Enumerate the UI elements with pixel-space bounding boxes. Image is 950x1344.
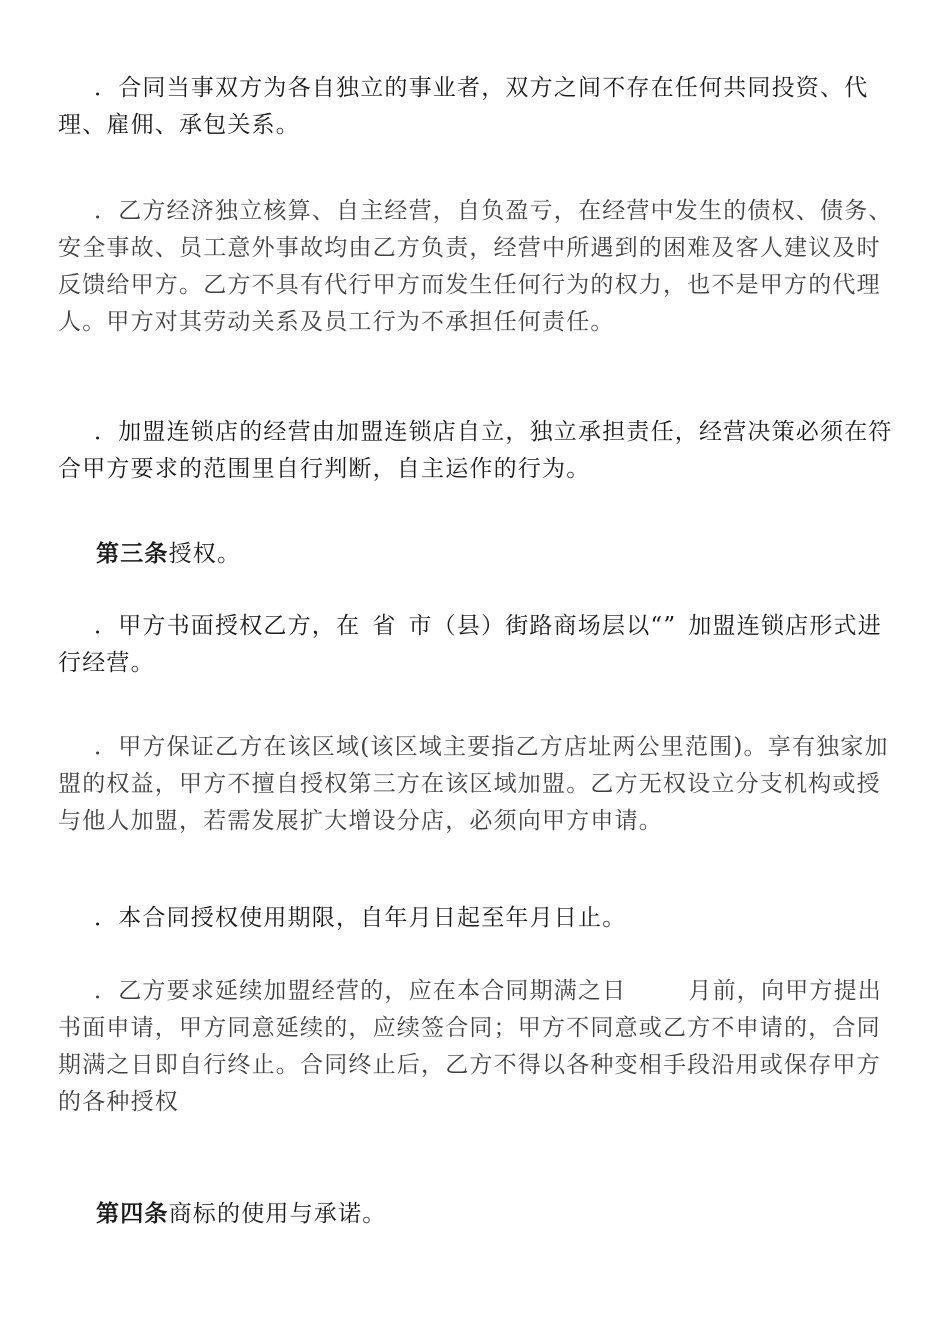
authorization-text-part2: 市（县）街路商场层以“” bbox=[408, 613, 677, 639]
article-three-heading bbox=[58, 536, 893, 573]
authorization-text-part3: 加盟连锁店形式进行经营。 bbox=[58, 613, 882, 676]
clause-paragraph-independent-parties: ．合同当事双方为各自独立的事业者，双方之间不存在任何共同投资、代理、雇佣、承包关系。 bbox=[58, 75, 869, 138]
clause-paragraph-independent-accounting: ．乙方经济独立核算、自主经营，自负盈亏，在经营中发生的债权、债务、安全事故、员工意外事故均由乙方负责，经营中所遇到的困难及客人建议及时反馈给甲方。乙方不具有代行甲方而发生任何行为的权力，也不是甲方的代理人。甲方对其劳动关系及员工行为不承担任何责任。 bbox=[58, 198, 893, 335]
clause-paragraph-contract-term: ．本合同授权使用期限，自年月日起至年月日止。 bbox=[94, 905, 627, 931]
article-four-heading bbox=[58, 1196, 893, 1233]
renewal-text-part1: ．乙方要求延续加盟经营的，应在本合同期满之日 bbox=[94, 978, 627, 1004]
province-blank-text: 省 bbox=[372, 613, 397, 639]
article-number: 第四条 bbox=[96, 1201, 169, 1227]
article-title: 授权。 bbox=[168, 541, 242, 567]
clause-paragraph-authorization-location bbox=[58, 608, 893, 682]
renewal-text-part2: 月前，向甲方提出书面申请，甲方同意延续的，应续签合同；甲方不同意或乙方不申请的，合同期满之日即自行终止。合同终止后，乙方不得以各种变相手段沿用或保存甲方的各种授权 bbox=[58, 978, 883, 1115]
article-number: 第三条 bbox=[96, 541, 169, 567]
authorization-text-part1: ．甲方书面授权乙方，在 bbox=[94, 613, 361, 639]
clause-paragraph-exclusive-territory: ．甲方保证乙方在该区域(该区域主要指乙方店址两公里范围)。享有独家加盟的权益，甲方不擅自授权第三方在该区域加盟。乙方无权设立分支机构或授与他人加盟，若需发展扩大增设分店，必须向甲方申请。 bbox=[58, 734, 889, 834]
clause-paragraph-franchise-operation: ．加盟连锁店的经营由加盟连锁店自立，独立承担责任，经营决策必须在符合甲方要求的范围里自行判断，自主运作的行为。 bbox=[58, 419, 893, 482]
clause-paragraph-renewal bbox=[58, 973, 893, 1121]
article-title: 商标的使用与承诺。 bbox=[168, 1201, 387, 1227]
